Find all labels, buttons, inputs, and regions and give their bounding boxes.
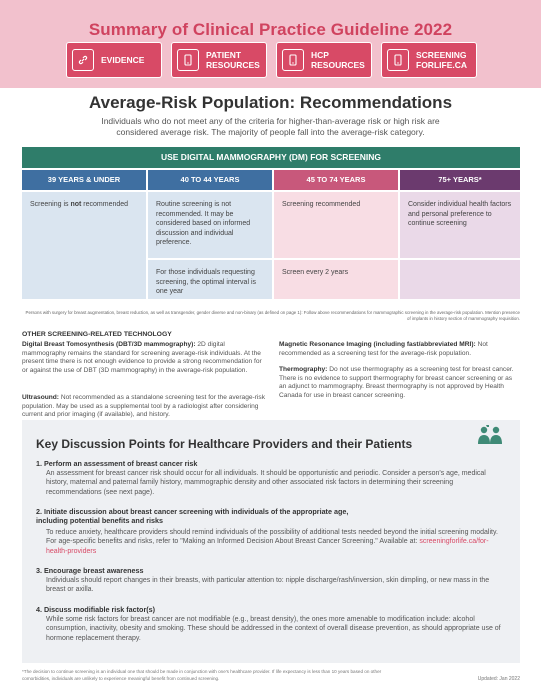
cell-45-74-interval: Screen every 2 years bbox=[274, 260, 398, 299]
updated-date: Updated: Jan 2022 bbox=[477, 676, 520, 682]
screening-label-1: SCREENING bbox=[416, 50, 467, 60]
phone-icon bbox=[387, 49, 409, 71]
ultrasound-text: Not recommended as a standalone screening test for the average-risk population. May be used as a supplemental tool by a radiologist after considering current and prior imaging (if available), and history. bbox=[22, 394, 265, 419]
table-heading: USE DIGITAL MAMMOGRAPHY (DM) FOR SCREENING bbox=[22, 147, 520, 168]
key-item-3-heading: 3. Encourage breast awareness bbox=[36, 566, 144, 575]
key-item-4-heading: 4. Discuss modifiable risk factor(s) bbox=[36, 605, 156, 614]
cell-75-plus: Consider individual health factors and personal preference to continue screening bbox=[400, 192, 520, 258]
mri-paragraph bbox=[279, 341, 519, 358]
dbt-text: 2D digital mammography remains the standard for screening average-risk individuals. At the present time there is not enough evidence to provide a strong recommendation for or against the use of DBT (3D mammography) in the average-risk population. bbox=[22, 341, 262, 374]
key-item-1-text: An assessment for breast cancer risk should occur for all individuals. It should be opportunistic and periodic. Consider a person's age, medical history, maternal and paternal family history, mammographic density and other associated risk factors in determining their screening recommendations (see next page). bbox=[46, 470, 486, 496]
footer-note: *The decision to continue screening is an individual one that should be made in conjunction with one's healthcare provider. If life expectancy is less than 10 years based on other comorbidities, individuals are unlikely to experience meaningful benefit from continued screening. bbox=[22, 669, 382, 681]
col-header-75-plus: 75+ YEARS* bbox=[400, 170, 520, 190]
screeningforlife-button[interactable] bbox=[381, 42, 477, 78]
mri-text: Not recommended as a screening test for the average-risk population. bbox=[279, 341, 488, 357]
intro-text: Individuals who do not meet any of the criteria for higher-than-average risk or high risk are considered average risk. The majority of people fall into the average-risk category. bbox=[101, 116, 440, 137]
cell-75-plus-blank bbox=[400, 260, 520, 299]
key-item-1-heading: 1. Perform an assessment of breast cancer risk bbox=[36, 459, 198, 468]
screening-label-2: FORLIFE.CA bbox=[416, 60, 467, 70]
table-footnote: Persons with surgery for breast augmentation, breast reduction, as well as transgender, gender diverse and non-binary (as defined on page 1): Follow above recommendations for mammographic screening in the average-risk population. Mention presence of implants in history section of mammography requisition. bbox=[25, 310, 520, 321]
mri-label: Magnetic Resonance Imaging (including fast/abbreviated MRI): bbox=[279, 341, 476, 348]
hcp-resources-button[interactable] bbox=[276, 42, 372, 78]
phone-icon bbox=[177, 49, 199, 71]
col-header-45-74: 45 TO 74 YEARS bbox=[274, 170, 398, 190]
phone-icon bbox=[282, 49, 304, 71]
dbt-paragraph bbox=[22, 341, 266, 375]
evidence-label: EVIDENCE bbox=[101, 55, 145, 65]
link-icon bbox=[72, 49, 94, 71]
thermography-paragraph bbox=[279, 366, 519, 400]
evidence-button[interactable] bbox=[66, 42, 162, 78]
patient-label-1: PATIENT bbox=[206, 50, 242, 60]
key-item-2-body: To reduce anxiety, healthcare providers should remind individuals of the possibility of additional tests needed beyond the initial screening modality. For age-specific benefits and risks, refer to "Making an Informed Decision About Breast Cancer Screening." Available at: bbox=[46, 529, 498, 546]
other-tech-heading: OTHER SCREENING-RELATED TECHNOLOGY bbox=[22, 331, 172, 338]
ultrasound-label: Ultrasound: bbox=[22, 394, 59, 401]
hcp-label-1: HCP bbox=[311, 50, 329, 60]
key-item-3-text: Individuals should report changes in their breasts, with particular attention to: nipple discharge/rash/inversion, skin dimpling, or new mass in the breast or axilla. bbox=[46, 577, 490, 594]
section-title: Average-Risk Population: Recommendations bbox=[88, 93, 453, 112]
cell-39-under bbox=[22, 192, 146, 299]
cell-40-44-interval: For those individuals requesting screening, the optimal interval is one year bbox=[148, 260, 272, 299]
thermography-label: Thermography: bbox=[279, 366, 328, 373]
key-item-4-text: While some risk factors for breast cancer are not modifiable (e.g., breast density), the ones more amenable to modification include: alcohol consumption, inactivity, obesity and smoking. These should be addressed in the context of overall disease prevention, as should appropriate use of hormone replacement therapy. bbox=[46, 616, 501, 642]
key-discussion-title: Key Discussion Points for Healthcare Providers and their Patients bbox=[36, 437, 413, 451]
cell-39-under-text: Screening is not recommended bbox=[30, 201, 129, 208]
col-header-40-44: 40 TO 44 YEARS bbox=[148, 170, 272, 190]
key-item-2-heading: 2. Initiate discussion about breast cancer screening with individuals of the appropriate age, including potential benefits and risks bbox=[36, 507, 349, 525]
cell-45-74: Screening recommended bbox=[274, 192, 398, 258]
hcp-label-2: RESOURCES bbox=[311, 60, 365, 70]
people-icon bbox=[476, 424, 504, 451]
thermography-text: Do not use thermography as a screening test for breast cancer. There is no evidence to support thermography for breast cancer screening or as an adjunct to mammography. Breast thermography is not approved by Health Canada for use in breast cancer screening. bbox=[279, 366, 514, 399]
patient-label-2: RESOURCES bbox=[206, 60, 260, 70]
cell-40-44: Routine screening is not recommended. It may be considered based on informed discussion and individual preference. bbox=[148, 192, 272, 258]
ultrasound-paragraph bbox=[22, 394, 266, 420]
dbt-label: Digital Breast Tomosynthesis (DBT/3D mammography): bbox=[22, 341, 196, 348]
col-header-39-under: 39 YEARS & UNDER bbox=[22, 170, 146, 190]
patient-resources-button[interactable] bbox=[171, 42, 267, 78]
key-item-2-text bbox=[46, 528, 508, 556]
screeningforlife-link[interactable]: screeningforlife.ca/for-health-providers bbox=[46, 538, 489, 555]
page-title: Summary of Clinical Practice Guideline 2022 bbox=[88, 20, 453, 39]
